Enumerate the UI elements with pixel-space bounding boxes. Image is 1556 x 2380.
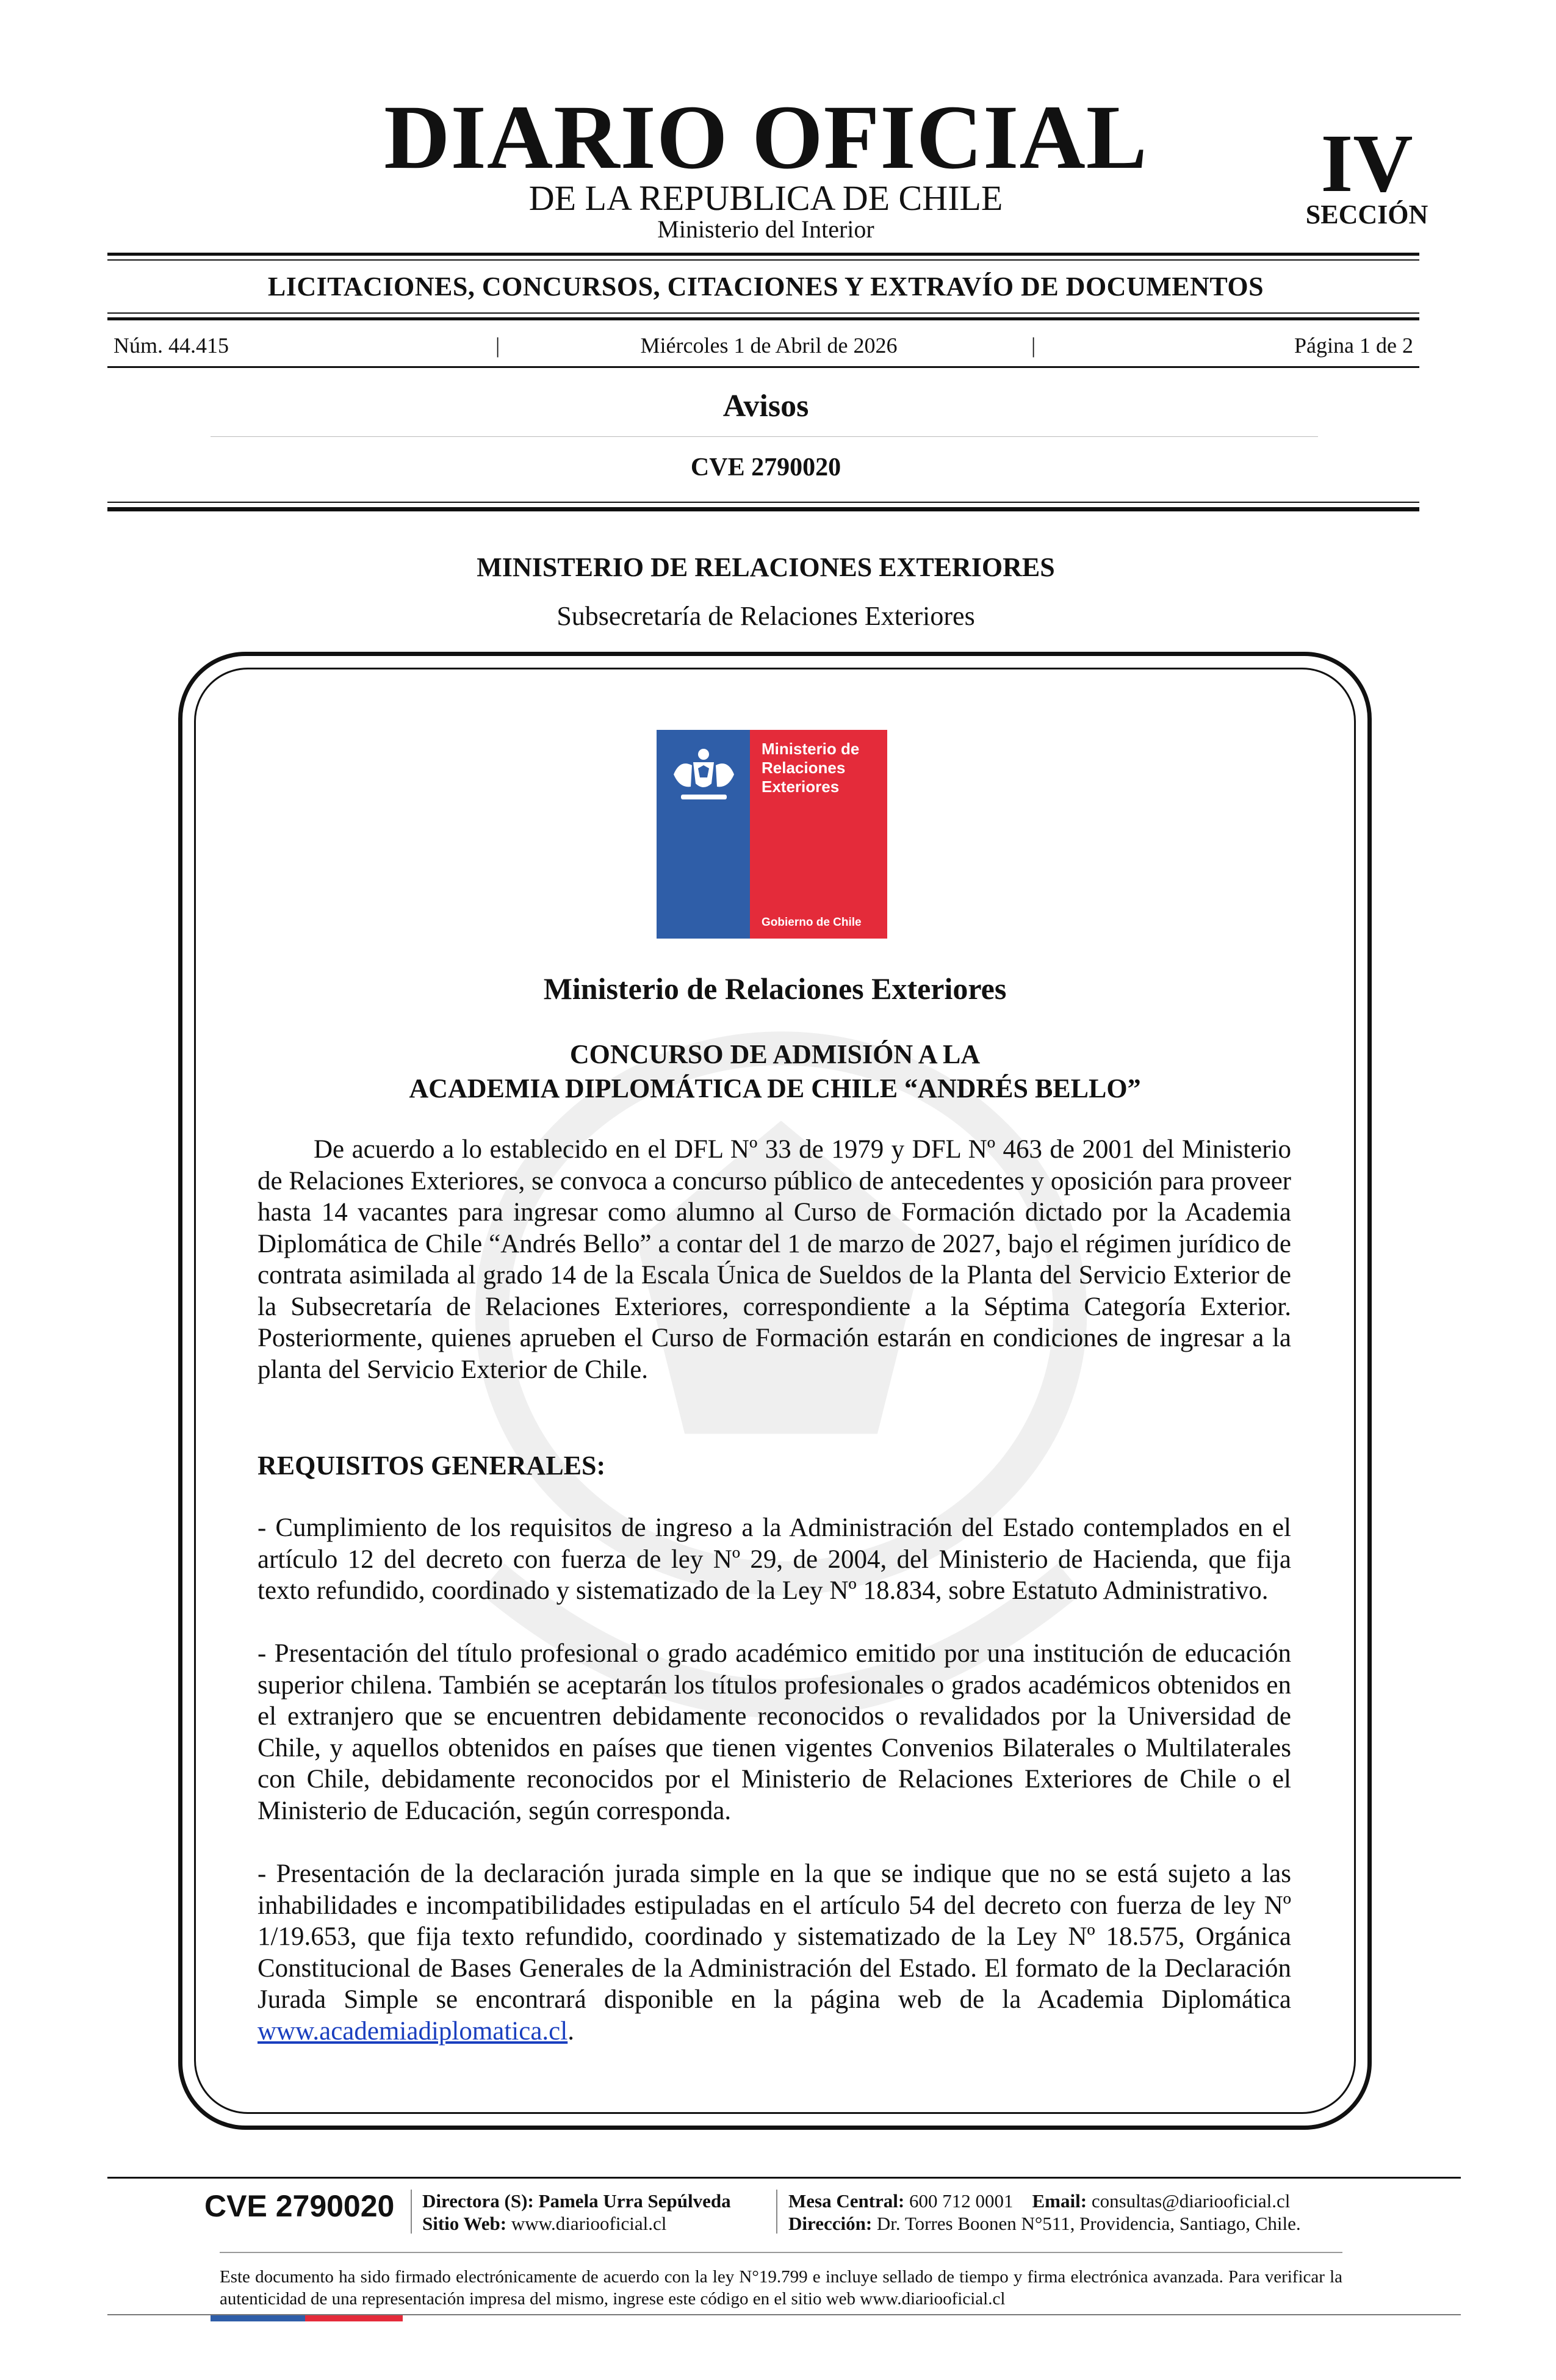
header-rule-thick bbox=[107, 253, 1419, 256]
section-number: IV bbox=[1320, 118, 1413, 209]
logo-line-3: Exteriores bbox=[762, 777, 840, 796]
website-label: Sitio Web: bbox=[422, 2213, 507, 2234]
section-rule-thin bbox=[107, 312, 1419, 314]
footer-rule-mid bbox=[220, 2252, 1342, 2253]
footer-flag-bar-blue bbox=[211, 2315, 305, 2321]
info-separator: | bbox=[495, 333, 500, 358]
phone-label: Mesa Central: bbox=[788, 2190, 905, 2212]
ministry-logo bbox=[657, 730, 887, 939]
contest-title-line-2: ACADEMIA DIPLOMÁTICA DE CHILE “ANDRÉS BELLO” bbox=[409, 1073, 1141, 1103]
requirements-title: REQUISITOS GENERALES: bbox=[258, 1451, 606, 1480]
footer-rule-top bbox=[107, 2177, 1461, 2179]
address-label: Dirección: bbox=[788, 2213, 873, 2234]
notice-rule-thick bbox=[107, 507, 1419, 511]
masthead-subtitle: DE LA REPUBLICA DE CHILE bbox=[528, 178, 1003, 218]
requirement-item: - Cumplimiento de los requisitos de ingreso a la Administración del Estado contemplados en el artículo 12 del decreto con fuerza de ley Nº 29, de 2004, del Ministerio de Hacienda, que fija texto refundido, coordinado y sistematizado de la Ley Nº 18.834, sobre Estatuto Administrativo. bbox=[258, 1513, 1291, 1605]
logo-line-2: Relaciones bbox=[762, 759, 846, 777]
contest-title-line-1: CONCURSO DE ADMISIÓN A LA bbox=[569, 1039, 981, 1069]
info-rule bbox=[107, 366, 1419, 368]
body-heading: Ministerio de Relaciones Exteriores bbox=[543, 972, 1007, 1006]
logo-wordmark bbox=[762, 740, 859, 796]
footer-flag-bar-red bbox=[305, 2315, 403, 2321]
requirement-item bbox=[258, 1858, 1291, 2047]
chile-coat-of-arms-icon bbox=[669, 741, 739, 805]
section-label: SECCIÓN bbox=[1305, 200, 1428, 229]
email-label: Email: bbox=[1032, 2190, 1087, 2212]
category-heading: Avisos bbox=[722, 389, 809, 424]
page-indicator: Página 1 de 2 bbox=[1294, 333, 1413, 358]
logo-line-1: Ministerio de bbox=[762, 740, 860, 758]
footer-address bbox=[788, 2212, 1301, 2235]
info-separator: | bbox=[1031, 333, 1036, 358]
footer-contact bbox=[788, 2190, 1290, 2212]
avisos-rule bbox=[211, 436, 1318, 437]
footer-cve-code: CVE 2790020 bbox=[204, 2189, 395, 2223]
requirement-item: - Presentación del título profesional o grado académico emitido por una institución de educación superior chilena. También se aceptarán los títulos profesionales o grados académicos obtenidos en el extranjero que se encuentren debidamente reconocidos o revalidados por la Universidad de Chile, y aquellos obtenidos en países que tienen vigentes Convenios Bilaterales o Multilaterales con Chile, debidamente reconocidos por el Ministerio de Relaciones Exteriores de Chile o el Ministerio de Educación, según corresponda. bbox=[258, 1639, 1291, 1825]
logo-government-label: Gobierno de Chile bbox=[762, 916, 862, 929]
footer-signature-note: Este documento ha sido firmado electrónicamente de acuerdo con la ley N°19.799 e incluye sellado de tiempo y firma electrónica avanzada. Para verificar la autenticidad de una representación impresa del mismo, ingrese este código en el sitio web www.diariooficial.cl bbox=[220, 2267, 1342, 2309]
director-label: Directora (S): bbox=[422, 2190, 534, 2212]
masthead-ministry: Ministerio del Interior bbox=[657, 215, 874, 243]
phone-value: 600 712 0001 bbox=[909, 2190, 1014, 2212]
director-name: Pamela Urra Sepúlveda bbox=[538, 2190, 731, 2212]
requirement-text: - Presentación de la declaración jurada simple en la que se indique que no se está sujeto a las inhabilidades e incompatibilidades estipuladas en el artículo 54 del decreto con fuerza de ley Nº 1/19.653, que fija texto refundido, coordinado y sistematizado de la Ley Nº 18.575, Orgánica Constitucional de Bases Generales de la Administración del Estado. El formato de la Declaración Jurada Simple se encontrará disponible en la página web de la Academia Diplomática bbox=[258, 1859, 1291, 2014]
issue-number: Núm. 44.415 bbox=[113, 333, 229, 358]
undersecretariat: Subsecretaría de Relaciones Exteriores bbox=[556, 601, 975, 631]
footer-divider bbox=[411, 2190, 412, 2234]
email-value[interactable]: consultas@diariooficial.cl bbox=[1091, 2190, 1291, 2212]
footer-divider bbox=[776, 2190, 777, 2234]
notice-rule-thin bbox=[107, 502, 1419, 503]
footer-website bbox=[422, 2212, 666, 2235]
website-value[interactable]: www.diariooficial.cl bbox=[511, 2213, 667, 2234]
requirement-end: . bbox=[567, 2016, 574, 2046]
footer-director bbox=[422, 2190, 731, 2212]
issue-date: Miércoles 1 de Abril de 2026 bbox=[640, 333, 898, 358]
header-rule-thin bbox=[107, 259, 1419, 261]
cve-code: CVE 2790020 bbox=[690, 453, 841, 481]
section-title: LICITACIONES, CONCURSOS, CITACIONES Y EXTRAVÍO DE DOCUMENTOS bbox=[267, 272, 1264, 301]
ministry-heading: MINISTERIO DE RELACIONES EXTERIORES bbox=[477, 552, 1055, 582]
address-value: Dr. Torres Boonen N°511, Providencia, Santiago, Chile. bbox=[876, 2213, 1301, 2234]
masthead-title: DIARIO OFICIAL bbox=[384, 87, 1148, 188]
contest-title bbox=[201, 1037, 1349, 1106]
academy-website-link[interactable]: www.academiadiplomatica.cl bbox=[258, 2016, 568, 2046]
intro-paragraph: De acuerdo a lo establecido en el DFL Nº 33 de 1979 y DFL Nº 463 de 2001 del Ministerio de Relaciones Exteriores, se convoca a concurso público de antecedentes y oposición para proveer hasta 14 vacantes para ingresar como alumno al Curso de Formación dictado por la Academia Diplomática de Chile “Andrés Bello” a contar del 1 de marzo de 2027, bajo el régimen jurídico de contrata asimilada al grado 14 de la Escala Única de Sueldos de la Planta del Servicio Exterior de la Subsecretaría de Relaciones Exteriores, correspondiente a la Séptima Categoría Exterior. Posteriormente, quienes aprueben el Curso de Formación estarán en condiciones de ingresar a la planta del Servicio Exterior de Chile. bbox=[258, 1135, 1291, 1384]
section-rule-thick bbox=[107, 317, 1419, 320]
